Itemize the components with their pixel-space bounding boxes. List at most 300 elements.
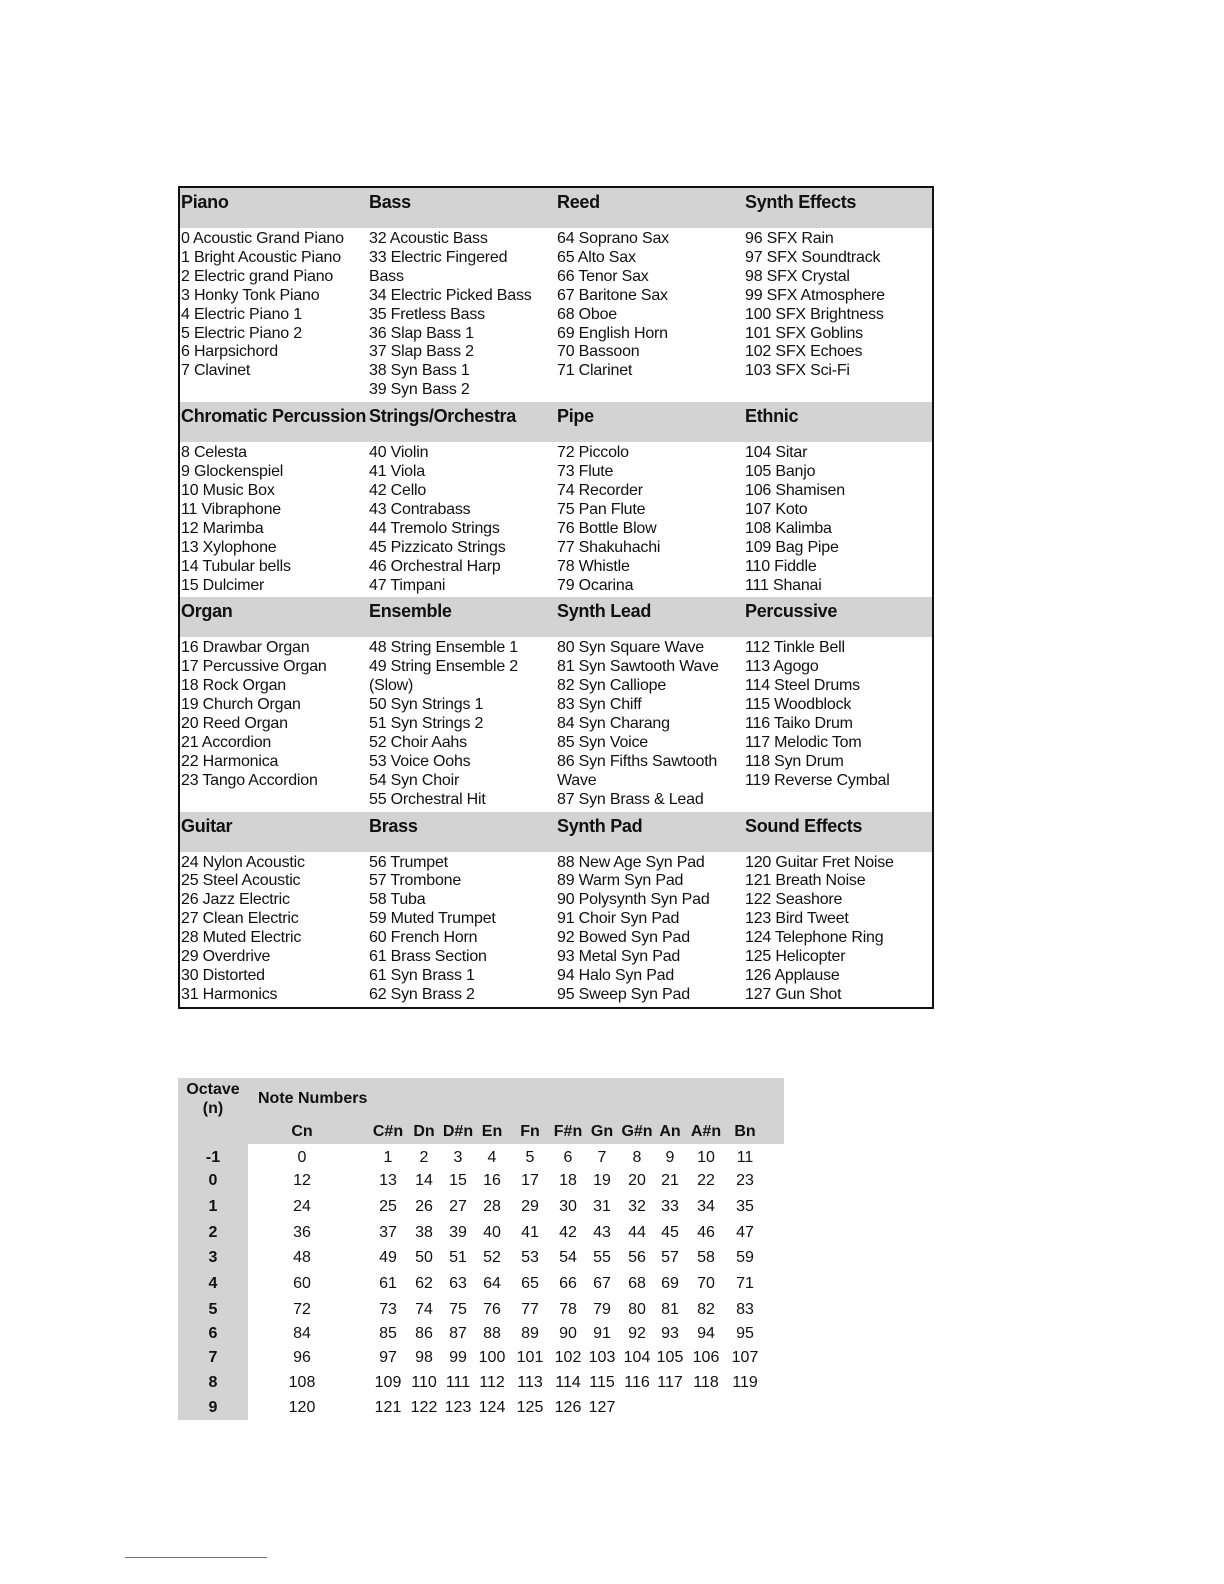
instrument-entry: 22 Harmonica [181, 752, 279, 770]
instrument-column [744, 444, 932, 595]
instrument-entry: 43 Contrabass [369, 500, 471, 518]
note-column-header: C#n [372, 1123, 404, 1140]
note-number-cell: 93 [661, 1325, 679, 1342]
note-row [178, 1301, 784, 1326]
note-numbers-header: Note Numbers [258, 1090, 368, 1107]
instrument-column [368, 854, 556, 1005]
instrument-entry: 27 Clean Electric [181, 910, 299, 928]
note-number-cell: 108 [288, 1374, 316, 1391]
instrument-entry: 67 Baritone Sax [557, 286, 668, 304]
note-number-cell: 35 [736, 1198, 754, 1215]
instrument-column [180, 230, 368, 400]
instrument-entry: 119 Reverse Cymbal [745, 771, 890, 789]
note-number-cell: 121 [374, 1399, 402, 1416]
instrument-entry: 115 Woodblock [745, 696, 852, 714]
note-number-cell: 116 [624, 1374, 650, 1391]
instrument-entry: 75 Pan Flute [557, 500, 646, 518]
note-column-header: An [659, 1123, 681, 1140]
instrument-entry: 30 Distorted [181, 967, 265, 984]
instrument-entry: 4 Electric Piano 1 [181, 305, 302, 323]
note-number-cell: 0 [297, 1149, 307, 1166]
octave-label: 0 [208, 1172, 218, 1189]
instrument-entry: 39 Syn Bass 2 [369, 381, 470, 399]
note-number-cell: 59 [736, 1249, 754, 1266]
octave-label: 4 [208, 1275, 218, 1292]
note-number-cell: 55 [593, 1249, 611, 1266]
instrument-entry: 78 Whistle [557, 557, 630, 575]
note-number-cell: 100 [478, 1349, 506, 1366]
note-number-cell: 125 [516, 1399, 544, 1416]
note-number-cell: 99 [449, 1349, 467, 1366]
note-number-cell: 38 [415, 1224, 433, 1241]
instrument-entry: 76 Bottle Blow [557, 519, 657, 537]
note-number-cell: 51 [449, 1249, 467, 1266]
note-number-cell: 78 [559, 1301, 577, 1318]
instrument-column [368, 230, 556, 400]
instrument-entry: 98 SFX Crystal [745, 267, 850, 285]
instrument-entry: 107 Koto [745, 500, 808, 518]
note-number-cell: 49 [379, 1249, 397, 1266]
note-number-cell: 127 [588, 1399, 616, 1416]
note-number-cell: 20 [628, 1172, 646, 1189]
note-number-cell: 65 [521, 1275, 539, 1292]
note-number-cell: 52 [483, 1249, 501, 1266]
group-header-cell: Guitar [181, 815, 233, 836]
instrument-column [368, 639, 556, 809]
note-number-cell: 102 [554, 1349, 582, 1366]
instrument-column [744, 639, 932, 809]
note-number-cell: 6 [563, 1149, 573, 1166]
note-number-cell: 48 [293, 1249, 311, 1266]
note-column-header: Cn [291, 1123, 313, 1140]
instrument-entry: 66 Tenor Sax [557, 267, 649, 285]
instrument-entry: 92 Bowed Syn Pad [557, 929, 690, 947]
instrument-entry: 38 Syn Bass 1 [369, 362, 470, 380]
note-number-cell: 105 [656, 1349, 684, 1366]
instrument-entry: 118 Syn Drum [745, 752, 844, 770]
instrument-entry: 12 Marimba [181, 519, 264, 537]
instrument-entry: 28 Muted Electric [181, 929, 302, 947]
instrument-entry: 23 Tango Accordion [181, 771, 318, 789]
note-number-cell: 18 [559, 1172, 577, 1189]
note-number-cell: 41 [521, 1224, 539, 1241]
instrument-column [556, 639, 744, 809]
instrument-entry: 20 Reed Organ [181, 715, 288, 733]
instrument-entry: 36 Slap Bass 1 [369, 324, 474, 342]
instrument-entry: 46 Orchestral Harp [369, 557, 501, 575]
note-column-header: G#n [621, 1123, 653, 1140]
group-header-cell: Pipe [557, 406, 594, 427]
note-number-cell: 46 [697, 1224, 715, 1241]
note-number-cell: 109 [374, 1374, 402, 1391]
instrument-entry: 18 Rock Organ [181, 677, 287, 695]
note-row [178, 1172, 784, 1197]
instrument-entry: 89 Warm Syn Pad [557, 872, 684, 890]
note-number-cell: 3 [453, 1149, 463, 1166]
note-number-cell: 61 [379, 1275, 397, 1292]
instrument-entry: 105 Banjo [745, 463, 816, 481]
note-number-cell: 88 [483, 1325, 501, 1342]
note-number-cell: 117 [657, 1374, 683, 1391]
note-number-cell: 106 [692, 1349, 720, 1366]
note-number-cell: 70 [697, 1275, 715, 1292]
instrument-entry: 108 Kalimba [745, 519, 832, 537]
note-number-cell: 29 [521, 1198, 539, 1215]
note-number-cell: 101 [516, 1349, 544, 1366]
instrument-entry: 95 Sweep Syn Pad [557, 985, 690, 1003]
note-number-cell: 23 [736, 1172, 754, 1189]
note-number-cell: 104 [623, 1349, 651, 1366]
instrument-entry: 0 Acoustic Grand Piano [181, 230, 344, 247]
instrument-entry: 93 Metal Syn Pad [557, 948, 681, 966]
instrument-entry: 80 Syn Square Wave [557, 639, 705, 657]
instrument-entry: 50 Syn Strings 1 [369, 696, 484, 714]
note-number-cell: 27 [449, 1198, 467, 1215]
instrument-entry: 112 Tinkle Bell [745, 639, 845, 657]
note-row [178, 1198, 784, 1223]
note-number-cell: 25 [379, 1198, 397, 1215]
instrument-entry: 29 Overdrive [181, 948, 271, 966]
instrument-entry: 53 Voice Oohs [369, 752, 471, 770]
octave-label: 9 [208, 1399, 218, 1416]
note-number-cell: 92 [628, 1325, 646, 1342]
instrument-entry: 48 String Ensemble 1 [369, 639, 518, 657]
instrument-entry: 104 Sitar [745, 444, 808, 462]
instrument-entry: 11 Vibraphone [181, 500, 282, 518]
instrument-entry: 70 Bassoon [557, 343, 640, 361]
note-number-cell: 76 [483, 1301, 501, 1318]
note-number-cell: 39 [449, 1224, 467, 1241]
instrument-entry: 87 Syn Brass & Lead [557, 790, 704, 808]
note-number-cell: 89 [521, 1325, 539, 1342]
instrument-entry: 83 Syn Chiff [557, 696, 642, 714]
instrument-entry: 7 Clavinet [181, 362, 251, 380]
instrument-entry: 124 Telephone Ring [745, 929, 884, 947]
instrument-column [556, 444, 744, 595]
group-header-cell: Organ [181, 601, 233, 622]
note-number-cell: 118 [693, 1374, 719, 1391]
note-number-cell: 50 [415, 1249, 433, 1266]
group-header-row [180, 188, 932, 228]
note-row [178, 1349, 784, 1374]
group-header-cell: Reed [557, 192, 600, 212]
note-number-cell: 2 [419, 1149, 429, 1166]
group-body [180, 228, 932, 402]
instrument-entry: 102 SFX Echoes [745, 343, 863, 361]
instrument-entry: 58 Tuba [369, 891, 426, 909]
note-number-cell: 44 [628, 1224, 646, 1241]
instrument-entry: 8 Celesta [181, 444, 247, 462]
note-number-cell: 34 [697, 1198, 715, 1215]
instrument-entry: 41 Viola [369, 463, 425, 481]
note-number-cell: 58 [697, 1249, 715, 1266]
note-number-cell: 71 [736, 1275, 754, 1292]
instrument-entry: 116 Taiko Drum [745, 715, 853, 733]
group-header-cell: Brass [369, 815, 418, 836]
note-number-cell: 110 [411, 1374, 437, 1391]
note-number-cell: 15 [449, 1172, 467, 1189]
note-number-cell: 21 [661, 1172, 679, 1189]
note-number-cell: 14 [415, 1172, 433, 1189]
note-number-cell: 43 [593, 1224, 611, 1241]
note-number-cell: 97 [379, 1349, 397, 1366]
group-header-cell: Ensemble [369, 601, 452, 622]
note-number-cell: 90 [559, 1325, 577, 1342]
instrument-entry: 106 Shamisen [745, 481, 845, 499]
octave-label: 2 [208, 1224, 218, 1241]
note-number-cell: 79 [593, 1301, 611, 1318]
note-row [178, 1275, 784, 1300]
note-number-cell: 123 [444, 1399, 472, 1416]
note-number-cell: 17 [521, 1172, 539, 1189]
note-number-cell: 126 [554, 1399, 582, 1416]
instrument-column [180, 444, 368, 595]
instrument-column [744, 854, 932, 1005]
note-row [178, 1224, 784, 1249]
instrument-entry: 88 New Age Syn Pad [557, 853, 705, 871]
note-number-cell: 16 [483, 1172, 501, 1189]
instrument-entry: 2 Electric grand Piano [181, 267, 334, 285]
instrument-entry: 56 Trumpet [369, 853, 448, 871]
instrument-entry: 123 Bird Tweet [745, 910, 849, 928]
note-row [178, 1149, 784, 1174]
instrument-entry: 44 Tremolo Strings [369, 519, 500, 537]
note-number-cell: 12 [293, 1172, 311, 1189]
note-number-cell: 111 [445, 1374, 471, 1391]
instrument-table [178, 186, 934, 1009]
instrument-entry: 117 Melodic Tom [745, 733, 862, 751]
note-number-cell: 33 [661, 1198, 679, 1215]
group-body [180, 442, 932, 597]
instrument-entry: 51 Syn Strings 2 [369, 715, 484, 733]
instrument-entry: 65 Alto Sax [557, 248, 636, 266]
note-column-header: Dn [413, 1123, 435, 1140]
octave-label: 8 [208, 1374, 218, 1391]
instrument-entry: 3 Honky Tonk Piano [181, 286, 320, 304]
instrument-entry: 79 Ocarina [557, 576, 634, 594]
instrument-entry: 19 Church Organ [181, 696, 301, 714]
instrument-entry: 85 Syn Voice [557, 733, 648, 751]
note-number-cell: 22 [697, 1172, 715, 1189]
instrument-entry: 55 Orchestral Hit [369, 790, 486, 808]
octave-label: 5 [208, 1301, 218, 1318]
instrument-entry: 40 Violin [369, 444, 429, 462]
instrument-entry: 103 SFX Sci-Fi [745, 362, 850, 380]
note-number-cell: 96 [293, 1349, 311, 1366]
instrument-entry: 34 Electric Picked Bass [369, 286, 532, 304]
note-number-cell: 9 [665, 1149, 675, 1166]
note-number-cell: 67 [593, 1275, 611, 1292]
note-number-cell: 62 [415, 1275, 433, 1292]
group-header-row [180, 597, 932, 637]
note-column-header: Gn [590, 1123, 614, 1140]
note-column-header: Bn [734, 1123, 756, 1140]
instrument-entry: 17 Percussive Organ [181, 658, 327, 676]
note-number-cell: 11 [736, 1149, 754, 1166]
instrument-entry: 60 French Horn [369, 929, 478, 947]
instrument-entry: 109 Bag Pipe [745, 538, 839, 556]
instrument-entry: 35 Fretless Bass [369, 305, 485, 323]
note-number-cell: 81 [661, 1301, 679, 1318]
instrument-entry: 24 Nylon Acoustic [181, 853, 305, 871]
note-number-cell: 28 [483, 1198, 501, 1215]
instrument-entry: (Slow) [369, 677, 414, 695]
note-number-cell: 98 [415, 1349, 433, 1366]
note-number-cell: 5 [525, 1149, 535, 1166]
instrument-entry: 26 Jazz Electric [181, 891, 290, 909]
note-number-cell: 42 [559, 1224, 577, 1241]
group-header-cell: Sound Effects [745, 815, 863, 836]
note-number-cell: 60 [293, 1275, 311, 1292]
instrument-entry: 120 Guitar Fret Noise [745, 853, 894, 871]
instrument-entry: Bass [369, 267, 404, 285]
note-number-cell: 69 [661, 1275, 679, 1292]
note-number-cell: 26 [415, 1198, 433, 1215]
note-number-cell: 94 [697, 1325, 715, 1342]
note-number-cell: 72 [293, 1301, 311, 1318]
instrument-entry: 114 Steel Drums [745, 677, 860, 695]
instrument-column [744, 230, 932, 400]
instrument-entry: 99 SFX Atmosphere [745, 286, 885, 304]
group-body [180, 852, 932, 1007]
instrument-entry: 59 Muted Trumpet [369, 910, 496, 928]
note-number-cell: 45 [661, 1224, 679, 1241]
note-column-header: F#n [553, 1123, 583, 1140]
instrument-entry: 1 Bright Acoustic Piano [181, 248, 341, 266]
note-column-header: En [481, 1123, 503, 1140]
octave-label: 7 [208, 1349, 218, 1366]
instrument-entry: 32 Acoustic Bass [369, 230, 488, 247]
group-header-cell: Chromatic Percussion [181, 406, 367, 427]
instrument-entry: 86 Syn Fifths Sawtooth [557, 752, 718, 770]
instrument-entry: 37 Slap Bass 2 [369, 343, 474, 361]
group-header-cell: Percussive [745, 601, 838, 622]
group-header-cell: Strings/Orchestra [369, 406, 516, 427]
footnote-rule [125, 1557, 267, 1558]
note-number-cell: 112 [479, 1374, 505, 1391]
group-body [180, 637, 932, 811]
instrument-entry: 57 Trombone [369, 872, 462, 890]
instrument-entry: 126 Applause [745, 967, 840, 984]
group-header-cell: Ethnic [745, 406, 799, 427]
instrument-entry: 61 Syn Brass 1 [369, 967, 475, 984]
note-number-cell: 1 [383, 1149, 393, 1166]
note-number-cell: 82 [697, 1301, 715, 1318]
instrument-entry: 81 Syn Sawtooth Wave [557, 658, 719, 676]
instrument-entry: 13 Xylophone [181, 538, 277, 556]
note-number-cell: 37 [379, 1224, 397, 1241]
instrument-entry: 47 Timpani [369, 576, 446, 594]
instrument-entry: 62 Syn Brass 2 [369, 985, 475, 1003]
note-number-cell: 63 [449, 1275, 467, 1292]
note-number-cell: 91 [593, 1325, 611, 1342]
note-number-cell: 84 [293, 1325, 311, 1342]
note-number-cell: 36 [293, 1224, 311, 1241]
note-number-cell: 95 [736, 1325, 754, 1342]
instrument-entry: 5 Electric Piano 2 [181, 324, 302, 342]
instrument-entry: 54 Syn Choir [369, 771, 460, 789]
instrument-entry: 113 Agogo [745, 658, 819, 676]
group-header-row [180, 402, 932, 442]
instrument-column [180, 854, 368, 1005]
note-number-cell: 103 [588, 1349, 616, 1366]
octave-label: 1 [208, 1198, 218, 1215]
note-number-cell: 66 [559, 1275, 577, 1292]
note-number-cell: 83 [736, 1301, 754, 1318]
note-number-cell: 114 [555, 1374, 581, 1391]
group-header-row [180, 812, 932, 852]
note-number-cell: 8 [632, 1149, 642, 1166]
group-header-cell: Synth Pad [557, 815, 643, 836]
instrument-entry: 25 Steel Acoustic [181, 872, 301, 890]
instrument-entry: 122 Seashore [745, 891, 843, 909]
note-number-cell: 107 [731, 1349, 759, 1366]
instrument-entry: 91 Choir Syn Pad [557, 910, 680, 928]
instrument-entry: 74 Recorder [557, 481, 643, 499]
instrument-entry: 94 Halo Syn Pad [557, 967, 675, 984]
group-header-cell: Synth Lead [557, 601, 652, 622]
note-column-header: A#n [690, 1123, 722, 1140]
instrument-entry: 16 Drawbar Organ [181, 639, 310, 657]
note-number-cell: 122 [410, 1399, 438, 1416]
note-number-cell: 4 [487, 1149, 497, 1166]
note-number-cell: 19 [593, 1172, 611, 1189]
instrument-column [556, 854, 744, 1005]
instrument-entry: 111 Shanai [745, 576, 822, 594]
note-number-cell: 119 [732, 1374, 758, 1391]
note-number-cell: 56 [628, 1249, 646, 1266]
instrument-entry: 31 Harmonics [181, 985, 278, 1003]
instrument-entry: 127 Gun Shot [745, 985, 842, 1003]
note-row [178, 1374, 784, 1399]
instrument-entry: 21 Accordion [181, 733, 272, 751]
note-number-cell: 120 [288, 1399, 316, 1416]
instrument-entry: 73 Flute [557, 463, 614, 481]
note-number-cell: 47 [736, 1224, 754, 1241]
instrument-entry: 45 Pizzicato Strings [369, 538, 506, 556]
note-number-cell: 24 [293, 1198, 311, 1215]
note-number-cell: 77 [521, 1301, 539, 1318]
note-row [178, 1325, 784, 1350]
note-number-cell: 13 [379, 1172, 397, 1189]
note-number-cell: 54 [559, 1249, 577, 1266]
note-number-cell: 85 [379, 1325, 397, 1342]
instrument-entry: 125 Helicopter [745, 948, 846, 966]
note-number-cell: 68 [628, 1275, 646, 1292]
instrument-entry: 77 Shakuhachi [557, 538, 661, 556]
instrument-entry: 52 Choir Aahs [369, 733, 467, 751]
instrument-entry: 10 Music Box [181, 481, 275, 499]
group-header-cell: Bass [369, 192, 411, 212]
instrument-entry: 49 String Ensemble 2 [369, 658, 518, 676]
note-row [178, 1399, 784, 1424]
octave-label: -1 [205, 1149, 221, 1166]
instrument-entry: 110 Fiddle [745, 557, 817, 575]
instrument-entry: 82 Syn Calliope [557, 677, 667, 695]
instrument-entry: 68 Oboe [557, 305, 617, 323]
note-column-header: D#n [442, 1123, 474, 1140]
instrument-entry: 97 SFX Soundtrack [745, 248, 881, 266]
note-number-cell: 115 [589, 1374, 615, 1391]
note-number-table [178, 1078, 784, 1420]
instrument-entry: 6 Harpsichord [181, 343, 279, 361]
instrument-entry: 121 Breath Noise [745, 872, 866, 890]
instrument-entry: 96 SFX Rain [745, 230, 834, 247]
note-number-cell: 64 [483, 1275, 501, 1292]
note-number-cell: 32 [628, 1198, 646, 1215]
note-column-header: Fn [520, 1123, 540, 1140]
instrument-entry: 72 Piccolo [557, 444, 629, 462]
